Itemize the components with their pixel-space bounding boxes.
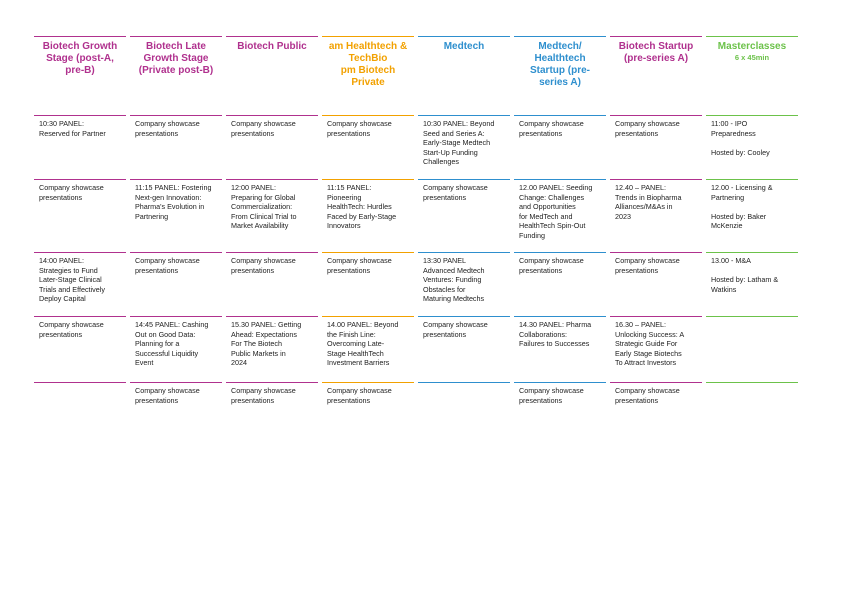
session-text-line: HealthTech: Hurdles (327, 202, 392, 212)
column-header-growth (34, 36, 126, 114)
session-text-line: 14:00 PANEL: (39, 256, 85, 265)
session-text-line: presentations (231, 265, 275, 275)
session-text-line: Out on Good Data: (135, 329, 196, 339)
session-cell (418, 115, 510, 177)
session-cell (130, 115, 222, 177)
header-line: Startup (pre- (530, 65, 590, 76)
column-header-medtech (418, 36, 510, 114)
session-text-line: HealthTech Spin-Out (519, 221, 586, 231)
session-text-line: Hosted by: Cooley (711, 147, 770, 157)
session-text-line: Company showcase (231, 256, 296, 265)
session-text-line: Failures to Successes (519, 339, 590, 349)
session-cell (226, 115, 318, 177)
session-text-line: Commercialization: (231, 202, 293, 212)
header-subtitle: 6 x 45min (734, 53, 770, 62)
session-text-line: Hosted by: Baker (711, 211, 767, 221)
session-cell (226, 316, 318, 380)
session-text-line: Preparing for Global (231, 192, 296, 202)
session-text-line: Company showcase (615, 386, 680, 395)
session-text-line: Maturing Medtechs (423, 294, 485, 304)
session-text-line: 12.00 PANEL: Seeding (519, 183, 593, 192)
session-text-line: From Clinical Trial to (231, 211, 297, 221)
session-text-line: Company showcase (519, 119, 584, 128)
session-cell (322, 179, 414, 250)
header-line: Biotech Startup (618, 41, 694, 52)
session-text-line: and Opportunities (519, 202, 576, 212)
session-cell (418, 179, 510, 250)
line-gap (711, 266, 794, 276)
session-text-line: For The Biotech (231, 339, 283, 349)
session-text-line: presentations (327, 395, 371, 405)
header-line: Growth Stage (143, 53, 209, 64)
session-text-line: Change: Challenges (519, 192, 585, 202)
empty-cell (706, 316, 798, 380)
session-text-line: presentations (135, 265, 179, 275)
session-text-line: 15.30 PANEL: Getting (231, 320, 302, 329)
session-cell (226, 252, 318, 314)
column-header-public (226, 36, 318, 114)
session-text-line: presentations (135, 395, 179, 405)
session-text-line: Strategic Guide For (615, 339, 678, 349)
header-line: Private (351, 77, 385, 88)
session-text-line: Obstacles for (423, 284, 466, 294)
session-text-line: Planning for a (135, 339, 180, 349)
header-line: Biotech Public (237, 41, 307, 52)
session-text-line: Event (135, 358, 154, 368)
session-text-line: Stage HealthTech (327, 348, 384, 358)
empty-cell (418, 382, 510, 412)
session-text-line: 10:30 PANEL: (39, 119, 85, 128)
session-cell (322, 316, 414, 380)
session-text-line: presentations (423, 192, 467, 202)
session-cell (610, 115, 702, 177)
session-cell (226, 382, 318, 412)
session-text-line: Reserved for Partner (39, 128, 106, 138)
column-header-masterclasses (706, 36, 798, 114)
header-line: Stage (post-A, (46, 53, 114, 64)
session-text-line: Pioneering (327, 192, 362, 202)
session-text-line: Watkins (711, 284, 737, 294)
session-text-line: presentations (39, 329, 83, 339)
session-text-line: Next-gen Innovation: (135, 192, 202, 202)
session-text-line: 12:00 PANEL: (231, 183, 277, 192)
session-text-line: presentations (327, 128, 371, 138)
session-text-line: Company showcase (135, 386, 200, 395)
column-header-medtech-startup (514, 36, 606, 114)
session-cell (130, 316, 222, 380)
session-text-line: 2024 (231, 358, 247, 368)
session-cell (418, 252, 510, 314)
session-cell (514, 179, 606, 250)
session-text-line: Partnering (135, 211, 169, 221)
column-header-late (130, 36, 222, 114)
session-text-line: Advanced Medtech (423, 265, 485, 275)
session-cell (34, 316, 126, 380)
column-header-healthtech (322, 36, 414, 114)
session-text-line: Collaborations: (519, 329, 567, 339)
session-text-line: Pharma's Evolution in (135, 202, 205, 212)
session-text-line: presentations (231, 395, 275, 405)
session-text-line: Overcoming Late- (327, 339, 385, 349)
header-line: pm Biotech (340, 65, 396, 76)
session-text-line: Deploy Capital (39, 294, 86, 304)
header-line: pre-B) (65, 65, 95, 76)
header-line: (pre-series A) (623, 53, 689, 64)
header-line: Medtech (443, 41, 485, 52)
session-text-line: Later-Stage Clinical (39, 275, 102, 285)
column-header-biotech-startup (610, 36, 702, 114)
session-cell (514, 252, 606, 314)
session-cell (610, 316, 702, 380)
session-cell (130, 179, 222, 250)
session-cell (610, 179, 702, 250)
empty-cell (706, 382, 798, 412)
header-line: Biotech Growth (42, 41, 118, 52)
session-text-line: presentations (615, 128, 659, 138)
session-text-line: presentations (519, 395, 563, 405)
session-text-line: 11:00 - IPO (711, 119, 748, 128)
session-text-line: Company showcase (423, 183, 488, 192)
session-text-line: presentations (327, 265, 371, 275)
session-cell (706, 252, 798, 314)
header-line: Medtech/ (538, 41, 582, 52)
session-text-line: 16.30 – PANEL: (615, 320, 667, 329)
session-text-line: 11:15 PANEL: (327, 183, 372, 192)
session-cell (514, 382, 606, 412)
session-text-line: Trials and Effectively (39, 284, 105, 294)
session-text-line: presentations (519, 128, 563, 138)
session-text-line: Alliances/M&As in (615, 202, 673, 212)
session-text-line: Partnering (711, 192, 745, 202)
session-cell (514, 115, 606, 177)
session-cell (322, 115, 414, 177)
session-text-line: Start-Up Funding (423, 147, 478, 157)
session-text-line: the Finish Line: (327, 329, 376, 339)
header-line: Masterclasses (717, 41, 787, 52)
session-text-line: Company showcase (615, 119, 680, 128)
session-text-line: presentations (39, 192, 83, 202)
session-text-line: presentations (519, 265, 563, 275)
session-text-line: Market Availability (231, 221, 289, 231)
session-cell (610, 252, 702, 314)
header-line: am Healthtech & (328, 41, 408, 52)
session-text-line: presentations (135, 128, 179, 138)
session-text-line: Early-Stage Medtech (423, 138, 491, 148)
session-text-line: Faced by Early-Stage (327, 211, 397, 221)
session-cell (610, 382, 702, 412)
session-text-line: 12.40 – PANEL: (615, 183, 667, 192)
session-cell (322, 382, 414, 412)
session-text-line: Company showcase (39, 320, 104, 329)
session-cell (34, 179, 126, 250)
session-cell (226, 179, 318, 250)
session-text-line: To Attract Investors (615, 358, 677, 368)
session-text-line: Company showcase (519, 256, 584, 265)
session-text-line: McKenzie (711, 221, 743, 231)
session-text-line: Successful Liquidity (135, 348, 199, 358)
header-line: series A) (539, 77, 581, 88)
session-cell (34, 115, 126, 177)
header-line: TechBio (348, 53, 388, 64)
session-text-line: 14:45 PANEL: Cashing (135, 320, 209, 329)
session-text-line: Company showcase (615, 256, 680, 265)
session-cell (130, 382, 222, 412)
session-text-line: Early Stage Biotechs (615, 348, 682, 358)
session-text-line: presentations (615, 265, 659, 275)
session-text-line: Company showcase (231, 119, 296, 128)
session-text-line: 11:15 PANEL: Fostering (135, 183, 212, 192)
session-text-line: Company showcase (135, 256, 200, 265)
session-cell (130, 252, 222, 314)
session-text-line: Funding (519, 230, 545, 240)
session-text-line: presentations (231, 128, 275, 138)
session-cell (514, 316, 606, 380)
session-text-line: Hosted by: Latham & (711, 275, 779, 285)
session-text-line: 2023 (615, 211, 631, 221)
session-text-line: Company showcase (231, 386, 296, 395)
session-text-line: 13:30 PANEL (423, 256, 467, 265)
session-text-line: 10:30 PANEL: Beyond (423, 119, 495, 128)
session-cell (706, 115, 798, 177)
session-text-line: Company showcase (423, 320, 488, 329)
session-text-line: Public Markets in (231, 348, 286, 358)
header-line: Healthtech (534, 53, 586, 64)
session-text-line: presentations (423, 329, 467, 339)
empty-cell (34, 382, 126, 412)
session-text-line: 12.00 - Licensing & (711, 183, 773, 192)
session-cell (418, 316, 510, 380)
session-text-line: presentations (615, 395, 659, 405)
session-cell (34, 252, 126, 314)
session-text-line: 14.00 PANEL: Beyond (327, 320, 399, 329)
session-text-line: Ahead: Expectations (231, 329, 297, 339)
header-line: Biotech Late (145, 41, 206, 52)
session-text-line: Strategies to Fund (39, 265, 98, 275)
header-line: (Private post-B) (138, 65, 214, 76)
session-text-line: Challenges (423, 157, 459, 167)
session-text-line: Company showcase (327, 119, 392, 128)
session-text-line: 14.30 PANEL: Pharma (519, 320, 592, 329)
line-gap (711, 138, 794, 148)
session-text-line: Unlocking Success: A (615, 329, 685, 339)
session-text-line: Trends in Biopharma (615, 192, 682, 202)
session-text-line: Company showcase (135, 119, 200, 128)
line-gap (711, 202, 794, 212)
session-text-line: Company showcase (327, 386, 392, 395)
session-text-line: Ventures: Funding (423, 275, 482, 285)
session-cell (706, 179, 798, 250)
session-text-line: for MedTech and (519, 211, 573, 221)
session-text-line: Investment Barriers (327, 358, 390, 368)
session-cell (322, 252, 414, 314)
session-text-line: Company showcase (327, 256, 392, 265)
session-text-line: 13.00 - M&A (711, 256, 751, 265)
session-text-line: Company showcase (519, 386, 584, 395)
session-text-line: Preparedness (711, 128, 756, 138)
session-text-line: Company showcase (39, 183, 104, 192)
session-text-line: Innovators (327, 221, 361, 231)
session-text-line: Seed and Series A: (423, 128, 485, 138)
